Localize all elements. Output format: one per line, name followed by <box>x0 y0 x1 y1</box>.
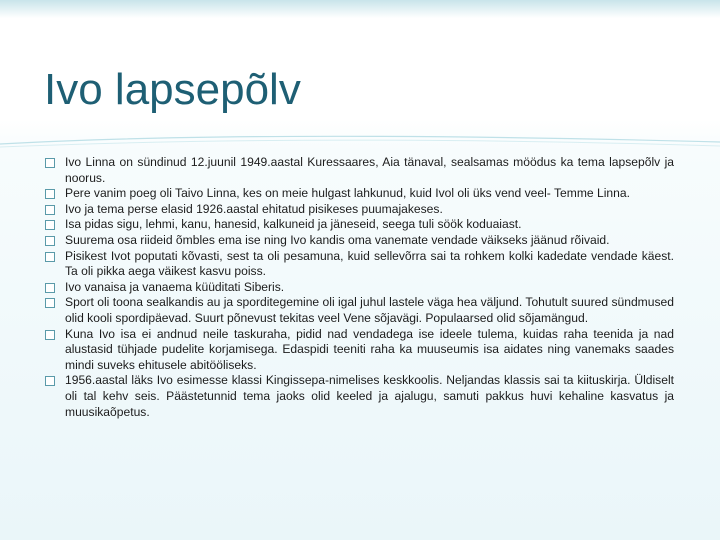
bullet-text: Isa pidas sigu, lehmi, kanu, hanesid, kalkuneid ja jäneseid, seega tuli söök koduaiast. <box>65 217 522 232</box>
bullet-text: Suurema osa riideid õmbles ema ise ning Ivo kandis oma vanemate vendade väikseks jäänud rõivaid. <box>65 232 610 247</box>
bullet-text: Ivo ja tema perse elasid 1926.aastal ehitatud pisikeses puumajakeses. <box>65 201 443 216</box>
bullet-item <box>44 249 674 280</box>
square-bullet-icon <box>45 298 55 308</box>
square-bullet-icon <box>45 158 55 168</box>
square-bullet-icon <box>45 236 55 246</box>
bullet-item <box>44 295 674 326</box>
bullet-item <box>44 217 674 233</box>
square-bullet-icon <box>45 252 55 262</box>
bullet-item <box>44 186 674 202</box>
bullet-text: Pisikest Ivot poputati kõvasti, sest ta oli pesamuna, kuid sellevõrra sai ta rohkem kolki kadedate vendade käest. Ta oli pikka aega väikest kasvu poiss. <box>65 248 674 279</box>
bullet-item <box>44 155 674 186</box>
slide-title: Ivo lapsepõlv <box>44 65 301 114</box>
square-bullet-icon <box>45 220 55 230</box>
top-decor-band <box>0 0 720 18</box>
bullet-text: Kuna Ivo isa ei andnud neile taskuraha, pidid nad vendadega ise ideele tulema, kuidas raha teenida ja nad alustasid tühjade pudelite korjamisega. Edaspidi teeniti raha ka muuseumis isa aidates ning vanemaks saades mindi suveks ehitusele abitööliseks. <box>65 326 674 372</box>
bullet-item <box>44 373 674 420</box>
square-bullet-icon <box>45 189 55 199</box>
bullet-text: 1956.aastal läks Ivo esimesse klassi Kingissepa-nimelises keskkoolis. Neljandas klassis sai ta kiituskirja. Üldiselt oli tal kehv seis. Päästetunnid tema jaoks olid keeled ja ajalugu, samuti pakkus huvi kehaline kasvatus ja muusikaõpetus. <box>65 373 674 419</box>
bullet-text: Sport oli toona sealkandis au ja sporditegemine oli igal juhul lastele väga hea väljund. Tohutult suured sündmused olid kooli spordipäevad. Suurt põnevust tekitas veel Vene sõjavägi. Populaarsed olid sõjamängud. <box>65 295 674 325</box>
square-bullet-icon <box>45 376 55 386</box>
decorative-swoosh <box>0 132 720 150</box>
bullet-text: Ivo Linna on sündinud 12.juunil 1949.aastal Kuressaares, Aia tänaval, sealsamas möödus ka tema lapsepõlv ja noorus. <box>65 155 674 185</box>
square-bullet-icon <box>45 205 55 215</box>
bullet-item <box>44 280 674 296</box>
bullet-item <box>44 327 674 374</box>
bullet-text: Pere vanim poeg oli Taivo Linna, kes on meie hulgast lahkunud, kuid Ivol oli üks vend veel- Temme Linna. <box>65 186 630 201</box>
square-bullet-icon <box>45 283 55 293</box>
bullet-item <box>44 233 674 249</box>
bullet-item <box>44 202 674 218</box>
square-bullet-icon <box>45 330 55 340</box>
bullet-list <box>44 155 674 420</box>
bullet-text: Ivo vanaisa ja vanaema küüditati Siberis. <box>65 279 285 294</box>
